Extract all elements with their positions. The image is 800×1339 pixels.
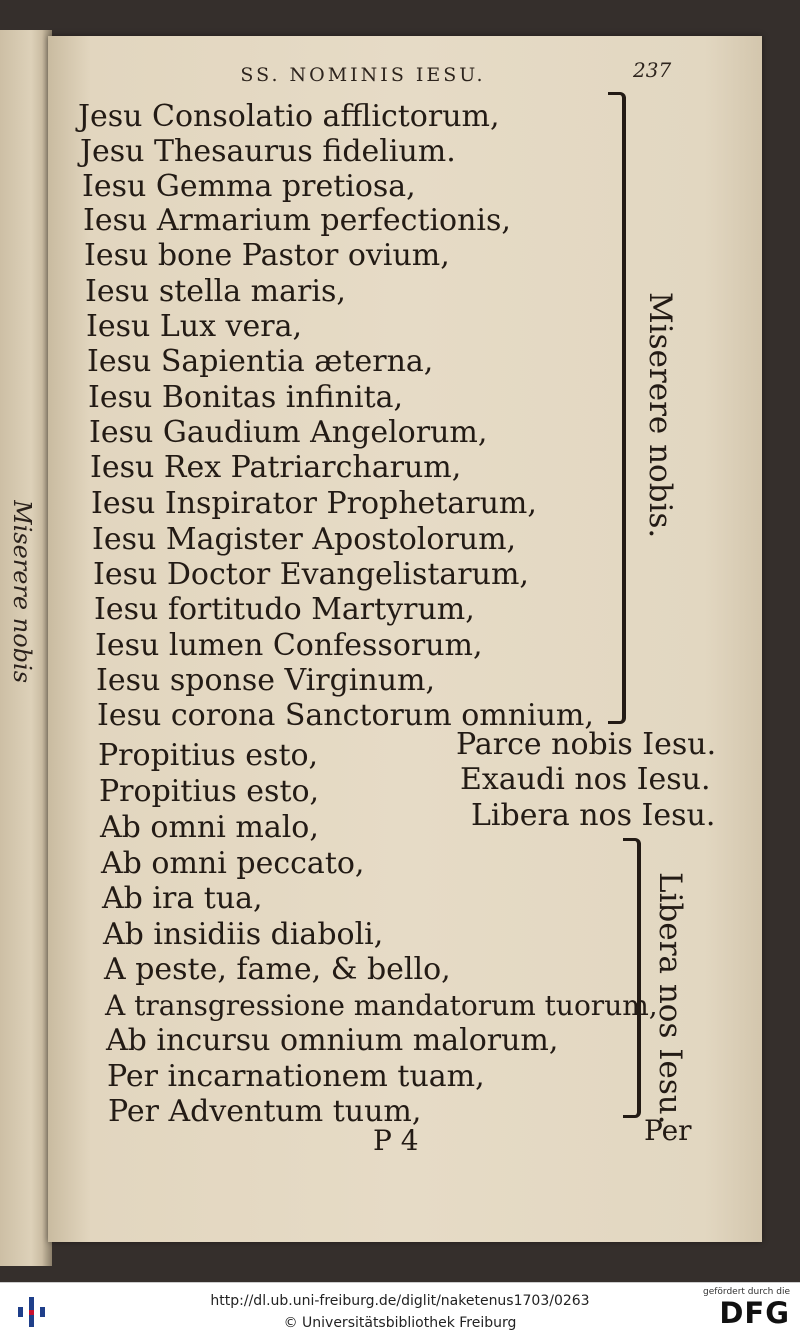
- litany-line: Iesu Doctor Evangelistarum,: [93, 557, 529, 592]
- dfg-logo-text: DFG: [719, 1296, 790, 1330]
- litany-line: Iesu Inspirator Prophetarum,: [91, 486, 537, 521]
- left-margin-text: Miserere nobis: [8, 500, 36, 684]
- litany-line: Iesu Rex Patriarcharum,: [90, 450, 462, 485]
- litany-line: Iesu Lux vera,: [86, 309, 303, 344]
- brace-miserere: [608, 92, 626, 724]
- litany-line: Iesu corona Sanctorum omnium,: [97, 698, 594, 733]
- deliverance-line: Per incarnationem tuam,: [107, 1059, 485, 1094]
- brace-libera: [623, 838, 641, 1118]
- deliverance-line: Ab incursu omnium malorum,: [106, 1023, 559, 1058]
- litany-line: Iesu Armarium perfectionis,: [83, 203, 511, 238]
- litany-line: Iesu bone Pastor ovium,: [84, 238, 450, 273]
- funder-caption: gefördert durch die: [703, 1287, 790, 1297]
- running-head: SS. NOMINIS IESU.: [240, 64, 486, 86]
- litany-line: Iesu lumen Confessorum,: [95, 628, 483, 663]
- propitius-response: Exaudi nos Iesu.: [460, 762, 711, 797]
- left-page-edge: [0, 30, 52, 1266]
- litany-line: Iesu Gaudium Angelorum,: [89, 415, 488, 450]
- deliverance-line: Ab omni peccato,: [101, 846, 365, 881]
- litany-line: Iesu stella maris,: [85, 274, 346, 309]
- deliverance-line: Ab insidiis diaboli,: [103, 917, 384, 952]
- signature-mark: P 4: [373, 1124, 419, 1157]
- bracket-response-miserere: Miserere nobis.: [642, 292, 678, 539]
- litany-line: Iesu fortitudo Martyrum,: [94, 592, 475, 627]
- propitius-line: Propitius esto,: [98, 738, 319, 773]
- catchword: Per: [644, 1114, 692, 1147]
- deliverance-line: A transgressione mandatorum tuorum,: [105, 989, 658, 1022]
- deliverance-line: Ab ira tua,: [102, 881, 263, 916]
- deliverance-line: A peste, fame, & bello,: [104, 952, 451, 987]
- litany-line: Iesu Magister Apostolorum,: [92, 522, 517, 557]
- copyright-notice: © Universitätsbibliothek Freiburg: [283, 1315, 517, 1331]
- litany-line: Iesu Bonitas infinita,: [88, 380, 404, 415]
- book-page: [48, 36, 762, 1242]
- funder-logo: [690, 1287, 790, 1335]
- permalink-url[interactable]: http://dl.ub.uni-freiburg.de/diglit/naketenus1703/0263: [210, 1293, 590, 1309]
- propitius-line: Ab omni malo,: [100, 810, 319, 845]
- litany-line: Iesu sponse Virginum,: [96, 663, 436, 698]
- deliverance-line: Per Adventum tuum,: [108, 1094, 422, 1129]
- page-number: 237: [633, 58, 672, 82]
- litany-line: Iesu Gemma pretiosa,: [82, 169, 416, 204]
- litany-line: Jesu Thesaurus fidelium.: [80, 134, 456, 169]
- left-margin-text-strip: [2, 500, 42, 760]
- viewer-footer: [0, 1282, 800, 1339]
- litany-line: Jesu Consolatio afflictorum,: [78, 99, 500, 134]
- propitius-line: Propitius esto,: [99, 774, 320, 809]
- bracket-response-libera: Libera nos Iesu.: [652, 872, 688, 1125]
- litany-line: Iesu Sapientia æterna,: [87, 344, 434, 379]
- propitius-response: Libera nos Iesu.: [471, 798, 716, 833]
- propitius-response: Parce nobis Iesu.: [456, 727, 717, 762]
